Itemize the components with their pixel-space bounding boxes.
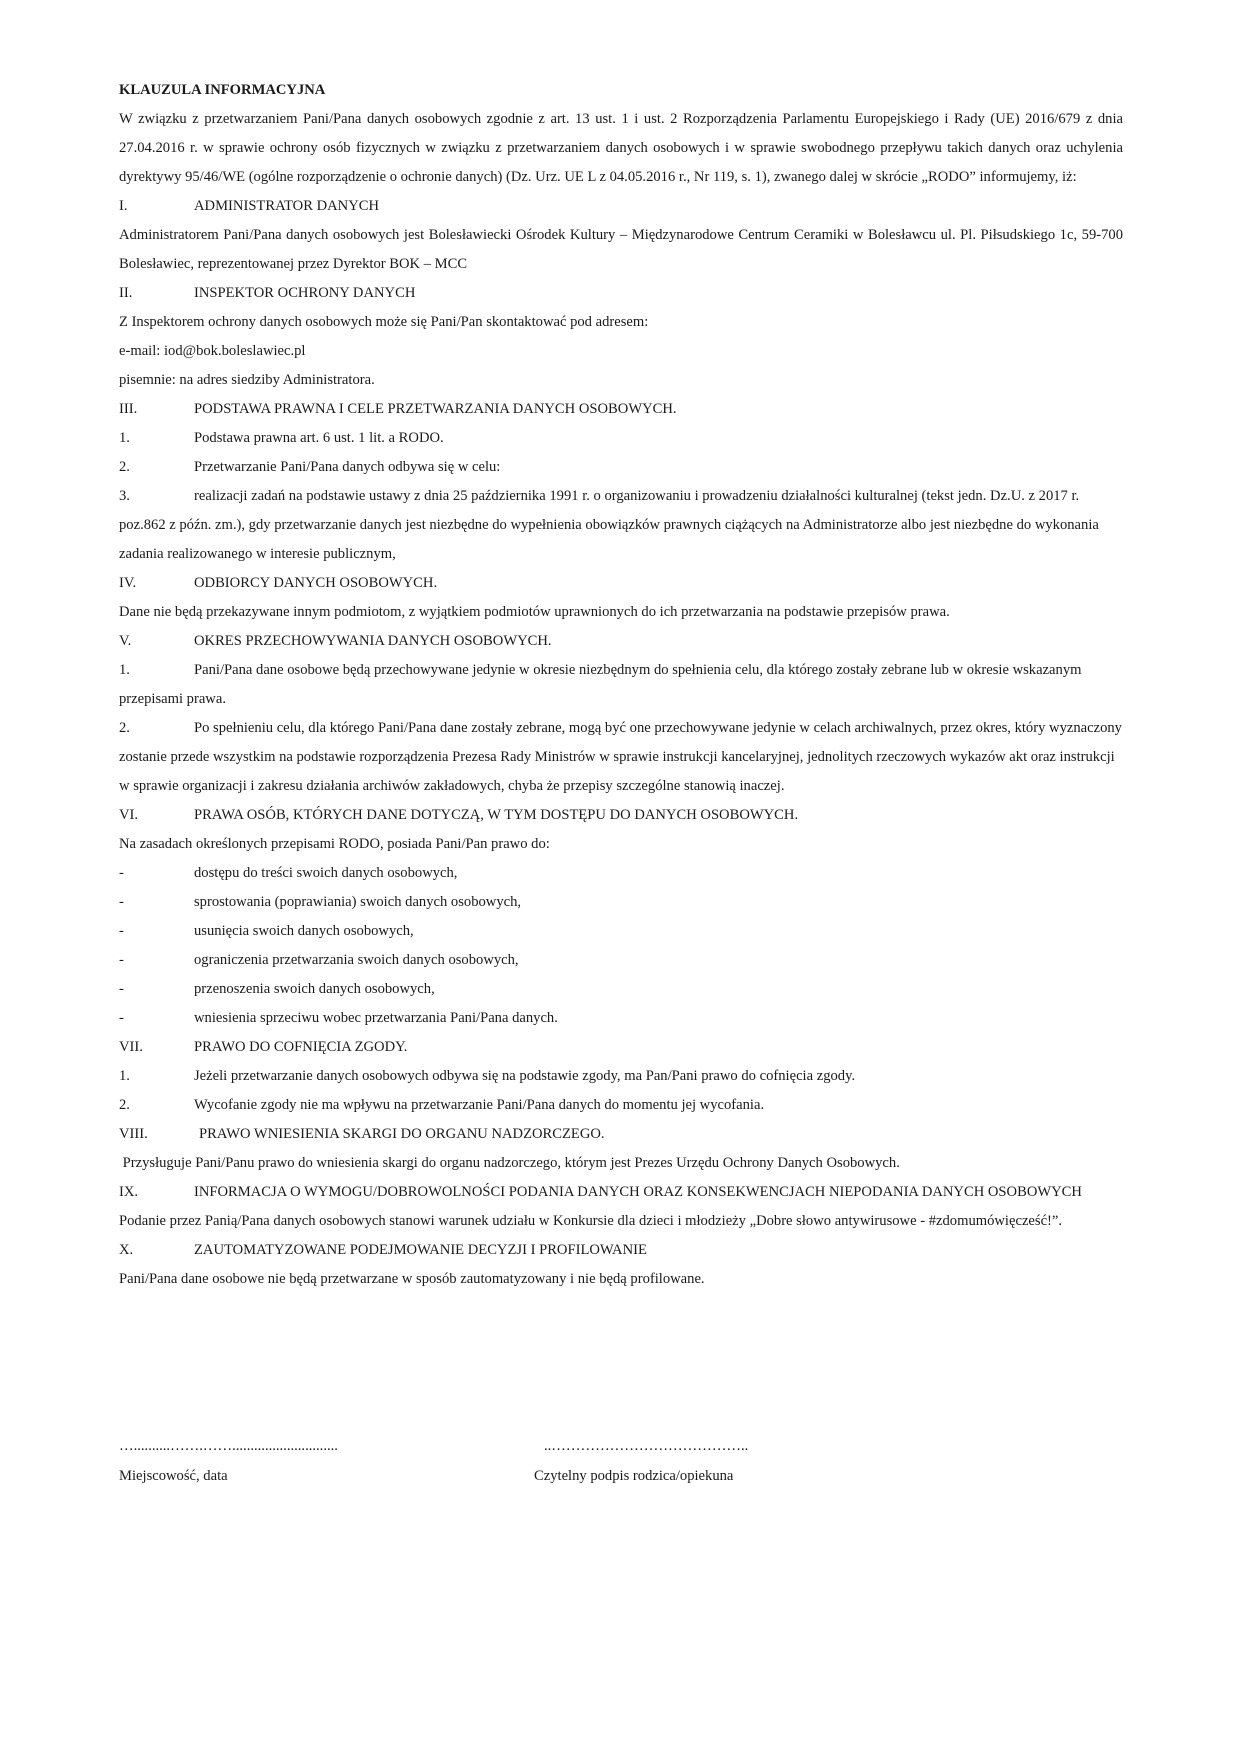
document-page: [119, 76, 1123, 1484]
section-heading-2: [119, 279, 1123, 308]
signature-area: [119, 1432, 1123, 1512]
item-number: 2.: [119, 1097, 130, 1113]
item-number: 2.: [119, 720, 130, 736]
item-text: Po spełnieniu celu, dla którego Pani/Pana dane zostały zebrane, mogą być one przechowywane jedynie w celach archiwalnych, przez okres, który wyznaczony zostanie przede wszystkim na podstawie rozporządzenia Prezesa Rady Ministrów w sprawie instrukcji kancelaryjnej, jednolitych rzeczowych wykazów akt oraz instrukcji w sprawie organizacji i zakresu działania archiwów zakładowych, chyba że przepisy szczególne stanowią inaczej.: [119, 720, 1122, 794]
item-text: Wycofanie zgody nie ma wpływu na przetwarzanie Pani/Pana danych do momentu jej wycofania.: [194, 1097, 765, 1113]
section-heading-4: [119, 569, 1123, 598]
section-number: VII.: [119, 1039, 143, 1055]
item-text: Przetwarzanie Pani/Pana danych odbywa się w celu:: [194, 459, 501, 475]
document-title: KLAUZULA INFORMACYJNA: [119, 82, 326, 98]
section-number: VIII.: [119, 1126, 148, 1142]
bullet-text: dostępu do treści swoich danych osobowych,: [194, 865, 458, 881]
bullet-text: wniesienia sprzeciwu wobec przetwarzania Pani/Pana danych.: [194, 1010, 558, 1026]
bullet-dash: -: [119, 981, 124, 997]
section-8-text: Przysługuje Pani/Panu prawo do wniesienia skargi do organu nadzorczego, którym jest Prezes Urzędu Ochrony Danych Osobowych.: [119, 1155, 900, 1171]
bullet-text: ograniczenia przetwarzania swoich danych osobowych,: [194, 952, 519, 968]
list-item: [119, 656, 1123, 714]
section-heading-10: [119, 1236, 1123, 1265]
bullet-item: [119, 975, 1123, 1004]
section-heading-5: [119, 627, 1123, 656]
item-number: 1.: [119, 662, 130, 678]
item-number: 2.: [119, 459, 130, 475]
section-title: PODSTAWA PRAWNA I CELE PRZETWARZANIA DANYCH OSOBOWYCH.: [194, 401, 677, 417]
bullet-dash: -: [119, 1010, 124, 1026]
list-item: [119, 1062, 1123, 1091]
section-10-text: Pani/Pana dane osobowe nie będą przetwarzane w sposób zautomatyzowany i nie będą profilowane.: [119, 1271, 705, 1287]
bullet-dash: -: [119, 952, 124, 968]
section-2-line-1: Z Inspektorem ochrony danych osobowych może się Pani/Pan skontaktować pod adresem:: [119, 314, 649, 330]
item-number: 1.: [119, 430, 130, 446]
section-number: III.: [119, 401, 138, 417]
bullet-item: [119, 888, 1123, 917]
section-title: INFORMACJA O WYMOGU/DOBROWOLNOŚCI PODANIA DANYCH ORAZ KONSEKWENCJACH NIEPODANIA DANYCH OSOBOWYCH: [194, 1184, 1082, 1200]
section-title: PRAWO WNIESIENIA SKARGI DO ORGANU NADZORCZEGO.: [199, 1126, 605, 1142]
item-text: realizacji zadań na podstawie ustawy z dnia 25 października 1991 r. o organizowaniu i prowadzeniu działalności kulturalnej (tekst jedn. Dz.U. z 2017 r. poz.862 z późn. zm.), gdy przetwarzanie danych jest niezbędne do wypełnienia obowiązków prawnych ciążących na Administratorze albo jest niezbędne do wykonania zadania realizowanego w interesie publicznym,: [119, 488, 1099, 562]
list-item: [119, 424, 1123, 453]
section-title: ZAUTOMATYZOWANE PODEJMOWANIE DECYZJI I PROFILOWANIE: [194, 1242, 647, 1258]
list-item: [119, 453, 1123, 482]
section-heading-3: [119, 395, 1123, 424]
section-9-text: Podanie przez Panią/Pana danych osobowych stanowi warunek udziału w Konkursie dla dzieci i młodzieży „Dobre słowo antywirusowe - #zdomumówięcześć!”.: [119, 1213, 1063, 1229]
bullet-dash: -: [119, 865, 124, 881]
section-number: V.: [119, 633, 132, 649]
item-text: Podstawa prawna art. 6 ust. 1 lit. a RODO.: [194, 430, 444, 446]
section-title: OKRES PRZECHOWYWANIA DANYCH OSOBOWYCH.: [194, 633, 552, 649]
bullet-text: sprostowania (poprawiania) swoich danych osobowych,: [194, 894, 522, 910]
section-title: ODBIORCY DANYCH OSOBOWYCH.: [194, 575, 438, 591]
section-2-email: e-mail: iod@bok.boleslawiec.pl: [119, 343, 306, 359]
section-number: VI.: [119, 807, 139, 823]
item-number: 1.: [119, 1068, 130, 1084]
bullet-item: [119, 946, 1123, 975]
section-title: INSPEKTOR OCHRONY DANYCH: [194, 285, 416, 301]
bullet-item: [119, 917, 1123, 946]
section-4-text: Dane nie będą przekazywane innym podmiotom, z wyjątkiem podmiotów uprawnionych do ich przetwarzania na podstawie przepisów prawa.: [119, 604, 950, 620]
section-1-text: Administratorem Pani/Pana danych osobowych jest Bolesławiecki Ośrodek Kultury – Międzynarodowe Centrum Ceramiki w Bolesławcu ul. Pl. Piłsudskiego 1c, 59-700 Bolesławiec, reprezentowanej przez Dyrektor BOK – MCC: [119, 227, 1123, 272]
place-date-label: Miejscowość, data: [119, 1468, 228, 1484]
bullet-item: [119, 1004, 1123, 1033]
section-2-line-3: pisemnie: na adres siedziby Administratora.: [119, 372, 375, 388]
section-heading-1: [119, 192, 1123, 221]
list-item: [119, 714, 1123, 801]
section-number: IX.: [119, 1184, 139, 1200]
section-heading-9: [119, 1178, 1123, 1207]
list-item: [119, 1091, 1123, 1120]
bullet-dash: -: [119, 923, 124, 939]
signature-label: Czytelny podpis rodzica/opiekuna: [534, 1468, 734, 1484]
section-heading-6: [119, 801, 1123, 830]
item-number: 3.: [119, 488, 130, 504]
section-heading-7: [119, 1033, 1123, 1062]
section-title: PRAWO DO COFNIĘCIA ZGODY.: [194, 1039, 408, 1055]
bullet-item: [119, 859, 1123, 888]
section-title: ADMINISTRATOR DANYCH: [194, 198, 380, 214]
bullet-text: przenoszenia swoich danych osobowych,: [194, 981, 435, 997]
place-date-field[interactable]: …..........…….…….............................: [119, 1438, 338, 1454]
section-title: PRAWA OSÓB, KTÓRYCH DANE DOTYCZĄ, W TYM DOSTĘPU DO DANYCH OSOBOWYCH.: [194, 807, 799, 823]
item-text: Pani/Pana dane osobowe będą przechowywane jedynie w okresie niezbędnym do spełnienia celu, dla którego zostały zebrane lub w okresie wskazanym przepisami prawa.: [119, 662, 1082, 707]
section-number: IV.: [119, 575, 137, 591]
signature-field[interactable]: ..…………………………………..: [544, 1438, 749, 1454]
section-number: I.: [119, 198, 128, 214]
bullet-text: usunięcia swoich danych osobowych,: [194, 923, 414, 939]
section-6-intro: Na zasadach określonych przepisami RODO, posiada Pani/Pan prawo do:: [119, 836, 550, 852]
intro-paragraph: W związku z przetwarzaniem Pani/Pana danych osobowych zgodnie z art. 13 ust. 1 i ust. 2 Rozporządzenia Parlamentu Europejskiego i Rady (UE) 2016/679 z dnia 27.04.2016 r. w sprawie ochrony osób fizycznych w związku z przetwarzaniem danych osobowych i w sprawie swobodnego przepływu takich danych oraz uchylenia dyrektywy 95/46/WE (ogólne rozporządzenie o ochronie danych) (Dz. Urz. UE L z 04.05.2016 r., Nr 119, s. 1), zwanego dalej w skrócie „RODO” informujemy, iż:: [119, 111, 1123, 185]
item-text: Jeżeli przetwarzanie danych osobowych odbywa się na podstawie zgody, ma Pan/Pani prawo do cofnięcia zgody.: [194, 1068, 856, 1084]
list-item: [119, 482, 1123, 569]
section-number: X.: [119, 1242, 134, 1258]
section-number: II.: [119, 285, 133, 301]
bullet-dash: -: [119, 894, 124, 910]
section-heading-8: [119, 1120, 1123, 1149]
